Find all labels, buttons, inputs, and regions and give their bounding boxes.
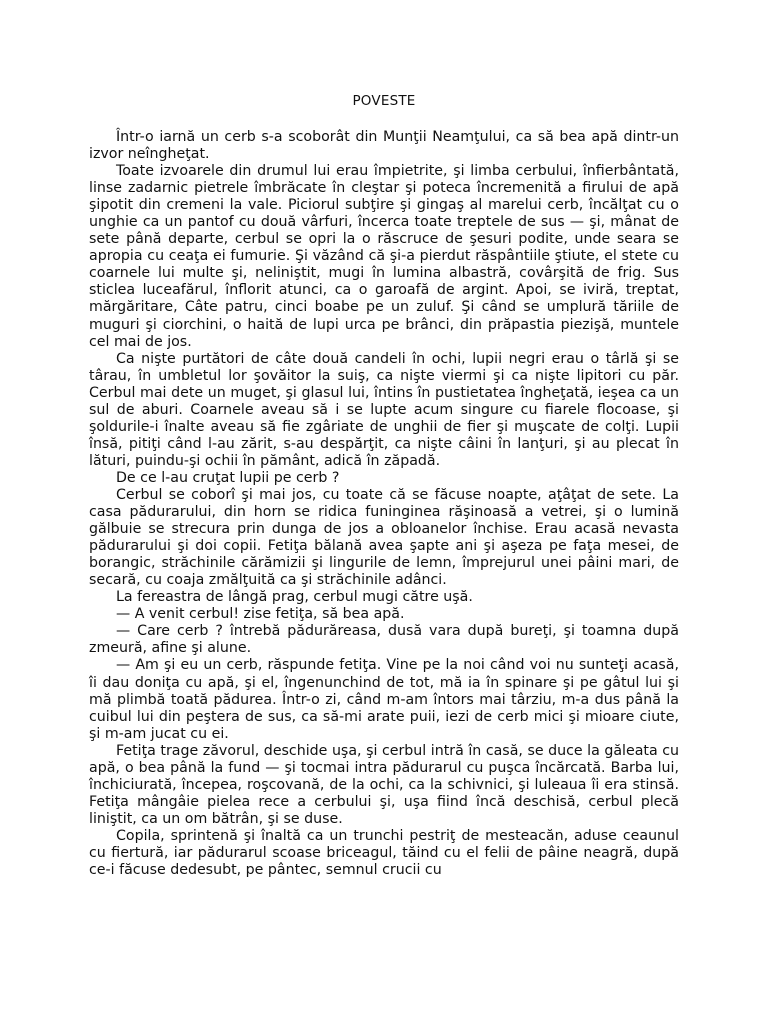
paragraph: — Am şi eu un cerb, răspunde fetiţa. Vine pe la noi când voi nu sunteţi acasă, îi dau doniţa cu apă, şi el, îngenunchind de tot, mă ia în spinare şi pe gâtul lui şi mă plimbă toată pădurea. Într-o zi, când m-am întors mai târziu, m-a dus până la cuibul lui din peştera de sus, ca să-mi arate puii, iezi de cerb mici şi mioare ciute, şi m-am jucat cu ei. xyxy=(89,657,679,742)
paragraph: Cerbul se coborî şi mai jos, cu toate că se făcuse noapte, aţâţat de sete. La casa pădurarului, din horn se ridica funinginea răşinoasă a vetrei, şi o lumină gălbuie se strecura prin dunga de jos a obloanelor închise. Erau acasă nevasta pădurarului şi doi copii. Fetiţa bălană avea şapte ani şi aşeza pe faţa mesei, de borangic, străchinile cărămizii şi lingurile de lemn, împrejurul unei pâini mari, de secară, cu coaja zmălţuită ca şi străchinile adânci. xyxy=(89,486,679,589)
paragraph: — A venit cerbul! zise fetiţa, să bea apă. xyxy=(116,606,405,623)
paragraph: Într-o iarnă un cerb s-a scoborât din Munţii Neamţului, ca să bea apă dintr-un izvor neîngheţat. xyxy=(89,129,679,163)
paragraph: Fetiţa trage zăvorul, deschide uşa, şi cerbul intră în casă, se duce la găleata cu apă, o bea până la fund — şi tocmai intra pădurarul cu puşca încărcată. Barba lui, închiciurată, începea, roşcovană, de la ochi, ca la schivnici, şi luleaua îi era stinsă. Fetiţa mângâie pielea rece a cerbului şi, uşa fiind încă deschisă, cerbul plecă liniştit, ca un om bătrân, şi se duse. xyxy=(89,742,679,827)
paragraph: — Care cerb ? întrebă pădurăreasa, dusă vara după bureţi, şi toamna după zmeură, afine şi alune. xyxy=(89,623,679,657)
paragraph: De ce l-au cruţat lupii pe cerb ? xyxy=(116,469,340,486)
paragraph: Toate izvoarele din drumul lui erau împietrite, şi limba cerbului, înfierbântată, linse zadarnic pietrele îmbrăcate în cleştar şi poteca încremenită a firului de apă şipotit din cremeni la vale. Piciorul subţire şi gingaş al marelui cerb, încălţat cu o unghie ca un pantof cu două vârfuri, încerca toate treptele de sus — şi, mânat de sete până departe, cerbul se opri la o răscruce de şesuri podite, unde seara se apropia cu ceaţa ei fumurie. Şi văzând că şi-a pierdut răspântiile ştiute, el stete cu coarnele lui multe şi, neliniştit, mugi în lumina albastră, covârşită de frig. Sus sticlea luceafărul, înflorit atunci, ca o garoafă de argint. Apoi, se iviră, treptat, mărgăritare, Câte patru, cinci boabe pe un zuluf. Şi când se umplură tăriile de muguri şi ciorchini, o haită de lupi urca pe brânci, din prăpastia piezişă, muntele cel mai de jos. xyxy=(89,163,679,350)
paragraph: La fereastra de lângă prag, cerbul mugi către uşă. xyxy=(116,589,473,606)
paragraph: Copila, sprintenă şi înaltă ca un trunchi pestriţ de mesteacăn, aduse ceaunul cu fiertură, iar pădurarul scoase briceagul, tăind cu el felii de pâine neagră, după ce-i făcuse dedesubt, pe pântec, semnul crucii cu xyxy=(89,827,679,879)
document-body xyxy=(89,129,679,879)
page-title: POVESTE xyxy=(352,93,416,109)
paragraph: Ca nişte purtători de câte două candeli în ochi, lupii negri erau o târlă şi se târau, în umbletul lor şovăitor la suiş, ca nişte viermi şi ca nişte lipitori cu păr. Cerbul mai dete un muget, şi glasul lui, întins în pustietatea îngheţată, ieşea ca un sul de aburi. Coarnele aveau să i se lupte acum singure cu fiarele flocoase, şi şoldurile-i înalte aveau să fie zgâriate de unghii de fier şi muşcate de colţi. Lupii însă, pitiţi când l-au zărit, s-au despărţit, ca nişte câini în lanţuri, şi au plecat în lături, puindu-şi ochii în pământ, adică în zăpadă. xyxy=(89,350,679,469)
